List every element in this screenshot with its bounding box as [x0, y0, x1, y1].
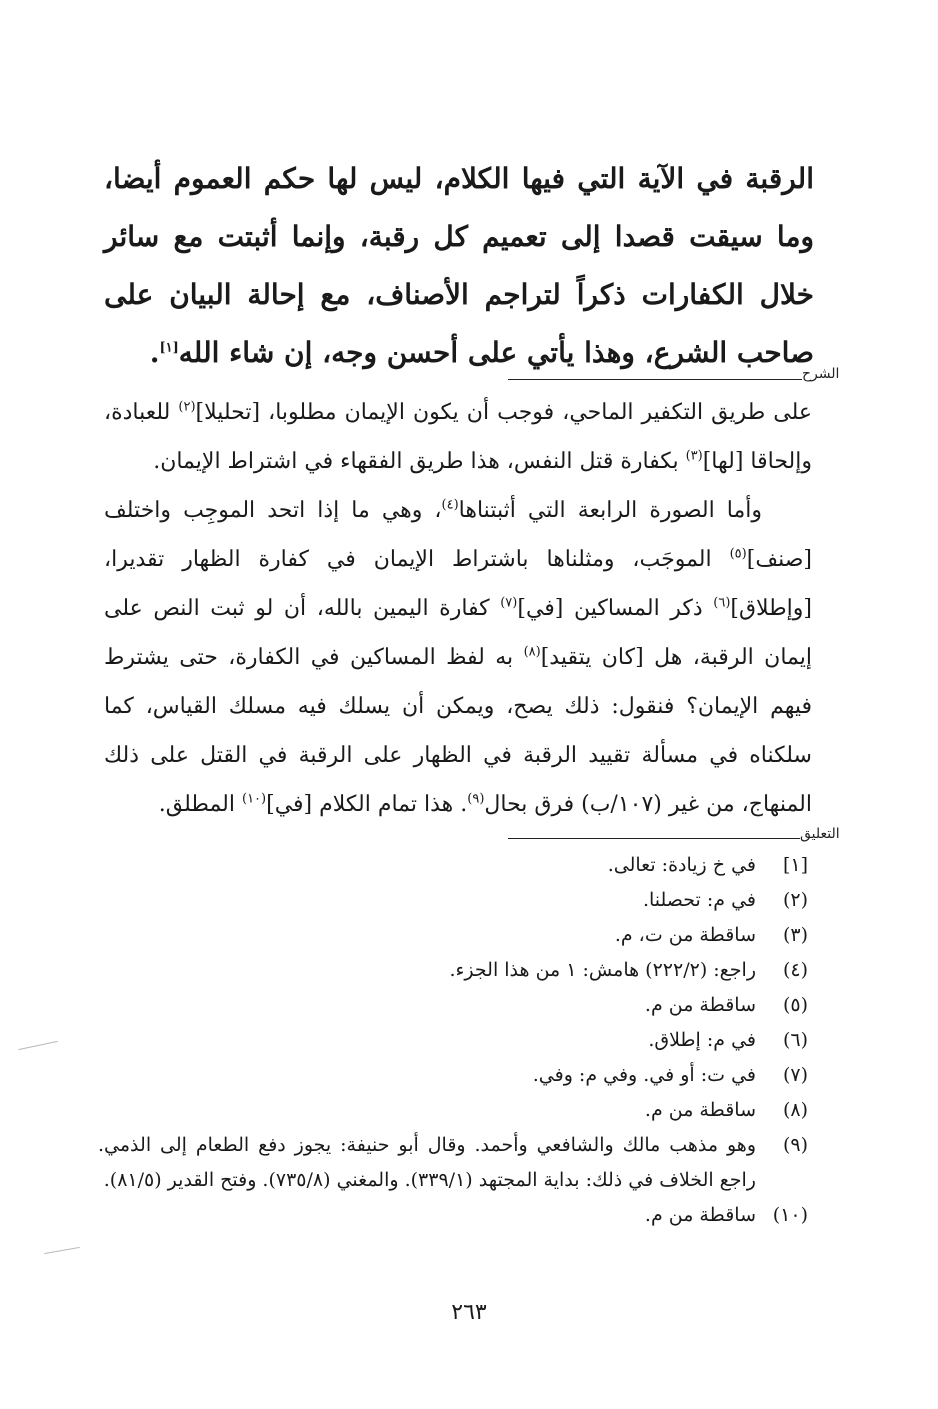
footnote-text: وهو مذهب مالك والشافعي وأحمد. وقال أبو حنيفة: يجوز دفع الطعام إلى الذمي. راجع الخلاف في ذلك: بداية المجتهد (٣٣٩/١). والمغني (٧٣٥/٨). وفتح القدير (٨١/٥).: [98, 1134, 756, 1191]
footnote-number: (٥): [782, 994, 808, 1016]
footnote-number: [١]: [782, 854, 808, 876]
footnote-text: في خ زيادة: تعالى.: [607, 854, 756, 876]
main-text: الرقبة في الآية التي فيها الكلام، ليس لها حكم العموم أيضا، وما سيقت قصدا إلى تعميم كل رقبة، وإنما أثبتت مع سائر خلال الكفارات ذكراً لتراجم الأصناف، مع إحالة البيان على صاحب الشرع، وهذا يأتي على أحسن وجه، إن شاء الله: [104, 162, 814, 369]
sharh-paragraph-1: [104, 388, 812, 486]
footnote-number: (٦): [782, 1029, 808, 1051]
footnote-number: (١٠): [772, 1204, 808, 1226]
sharh-label: الشرح: [802, 366, 840, 382]
note-ref-2: (٢): [178, 399, 196, 415]
footnote-item: [98, 1023, 808, 1058]
footnote-number: (٧): [782, 1064, 808, 1086]
sharh-p2-text-f: به لفظ المساكين في الكفارة، حتى يشترط فيهم الإيمان؟ فنقول: ذلك يصح، ويمكن أن يسلك فيه مسلك القياس، كما سلكناه في مسألة تقييد الرقبة في الظهار على الرقبة في القتل على ذلك المنهاج، من غير (١٠٧/ب) فرق بحال: [104, 645, 813, 817]
note-ref-9: (٩): [467, 791, 485, 807]
footnote-text: في م: إطلاق.: [648, 1029, 756, 1051]
sharh-p1-text-a: على طريق التكفير الماحي، فوجب أن يكون الإيمان مطلوبا، [تحليلا]: [195, 400, 812, 425]
sharh-p2-text-h: المطلق.: [158, 792, 242, 817]
note-ref-3: (٣): [685, 448, 703, 464]
footnote-item: [98, 953, 808, 988]
footnote-text: راجع: (٢٢٢/٢) هامش: ١ من هذا الجزء.: [449, 959, 756, 981]
page-number: ٢٦٣: [451, 1300, 487, 1325]
sharh-p2-text-e: كفارة اليمين بالله، أن لو ثبت النص على إيمان الرقبة، هل [كان يتقيد]: [104, 596, 812, 670]
footnote-number: (٩): [782, 1134, 808, 1156]
main-text-block: [104, 150, 814, 382]
footnote-text: في ت: أو في. وفي م: وفي.: [532, 1064, 756, 1086]
sharh-p2-text-c: الموجَب، ومثلناها باشتراط الإيمان في كفارة الظهار تقديرا، [وإطلاق]: [104, 547, 812, 621]
footnote-text: ساقطة من م.: [644, 994, 756, 1016]
footnote-item: [98, 1093, 808, 1128]
footnote-number: (٢): [782, 889, 808, 911]
sharh-p1-text-b: للعبادة، وإلحاقا [لها]: [104, 400, 812, 474]
sharh-p2-text-a: وأما الصورة الرابعة التي أثبتناها: [458, 498, 763, 523]
footnote-item: [98, 883, 808, 918]
sharh-paragraph-2: [104, 486, 812, 829]
footnote-item: [98, 1058, 808, 1093]
footnotes-list: [98, 848, 808, 1233]
footnote-number: (٨): [782, 1099, 808, 1121]
footnote-item: [98, 848, 808, 883]
footnote-number: (٣): [782, 924, 808, 946]
sharh-p2-text-d: ذكر المساكين [في]: [517, 596, 714, 621]
scan-mark: [44, 1247, 80, 1254]
note-ref-8: (٨): [523, 644, 541, 660]
sharh-p1-text-c: بكفارة قتل النفس، هذا طريق الفقهاء في اشتراط الإيمان.: [153, 449, 686, 474]
footnote-text: في م: تحصلنا.: [642, 889, 756, 911]
footnote-text: ساقطة من م.: [644, 1204, 756, 1226]
sharh-text-block: [104, 388, 812, 829]
footnote-number: (٤): [782, 959, 808, 981]
sharh-rule: [508, 379, 802, 380]
main-note-ref: [١]: [159, 340, 179, 356]
footnote-text: ساقطة من م.: [644, 1099, 756, 1121]
note-ref-6: (٦): [713, 595, 731, 611]
note-ref-4: (٤): [441, 497, 459, 513]
footnote-item: [98, 918, 808, 953]
footnote-item: [98, 1198, 808, 1233]
taliq-rule: [508, 838, 800, 839]
footnote-item: [98, 988, 808, 1023]
note-ref-5: (٥): [729, 546, 747, 562]
taliq-label: التعليق: [800, 826, 840, 842]
scan-mark: [18, 1041, 57, 1050]
sharh-p2-text-g: . هذا تمام الكلام [في]: [266, 792, 468, 817]
footnote-text: ساقطة من ت، م.: [614, 924, 756, 946]
footnote-item: [98, 1128, 808, 1198]
main-text-end: .: [149, 336, 160, 369]
note-ref-7: (٧): [500, 595, 518, 611]
sharh-p2-text-b: ، وهي ما إذا اتحد الموجِب واختلف [صنف]: [104, 498, 812, 572]
note-ref-10: (١٠): [242, 791, 267, 807]
